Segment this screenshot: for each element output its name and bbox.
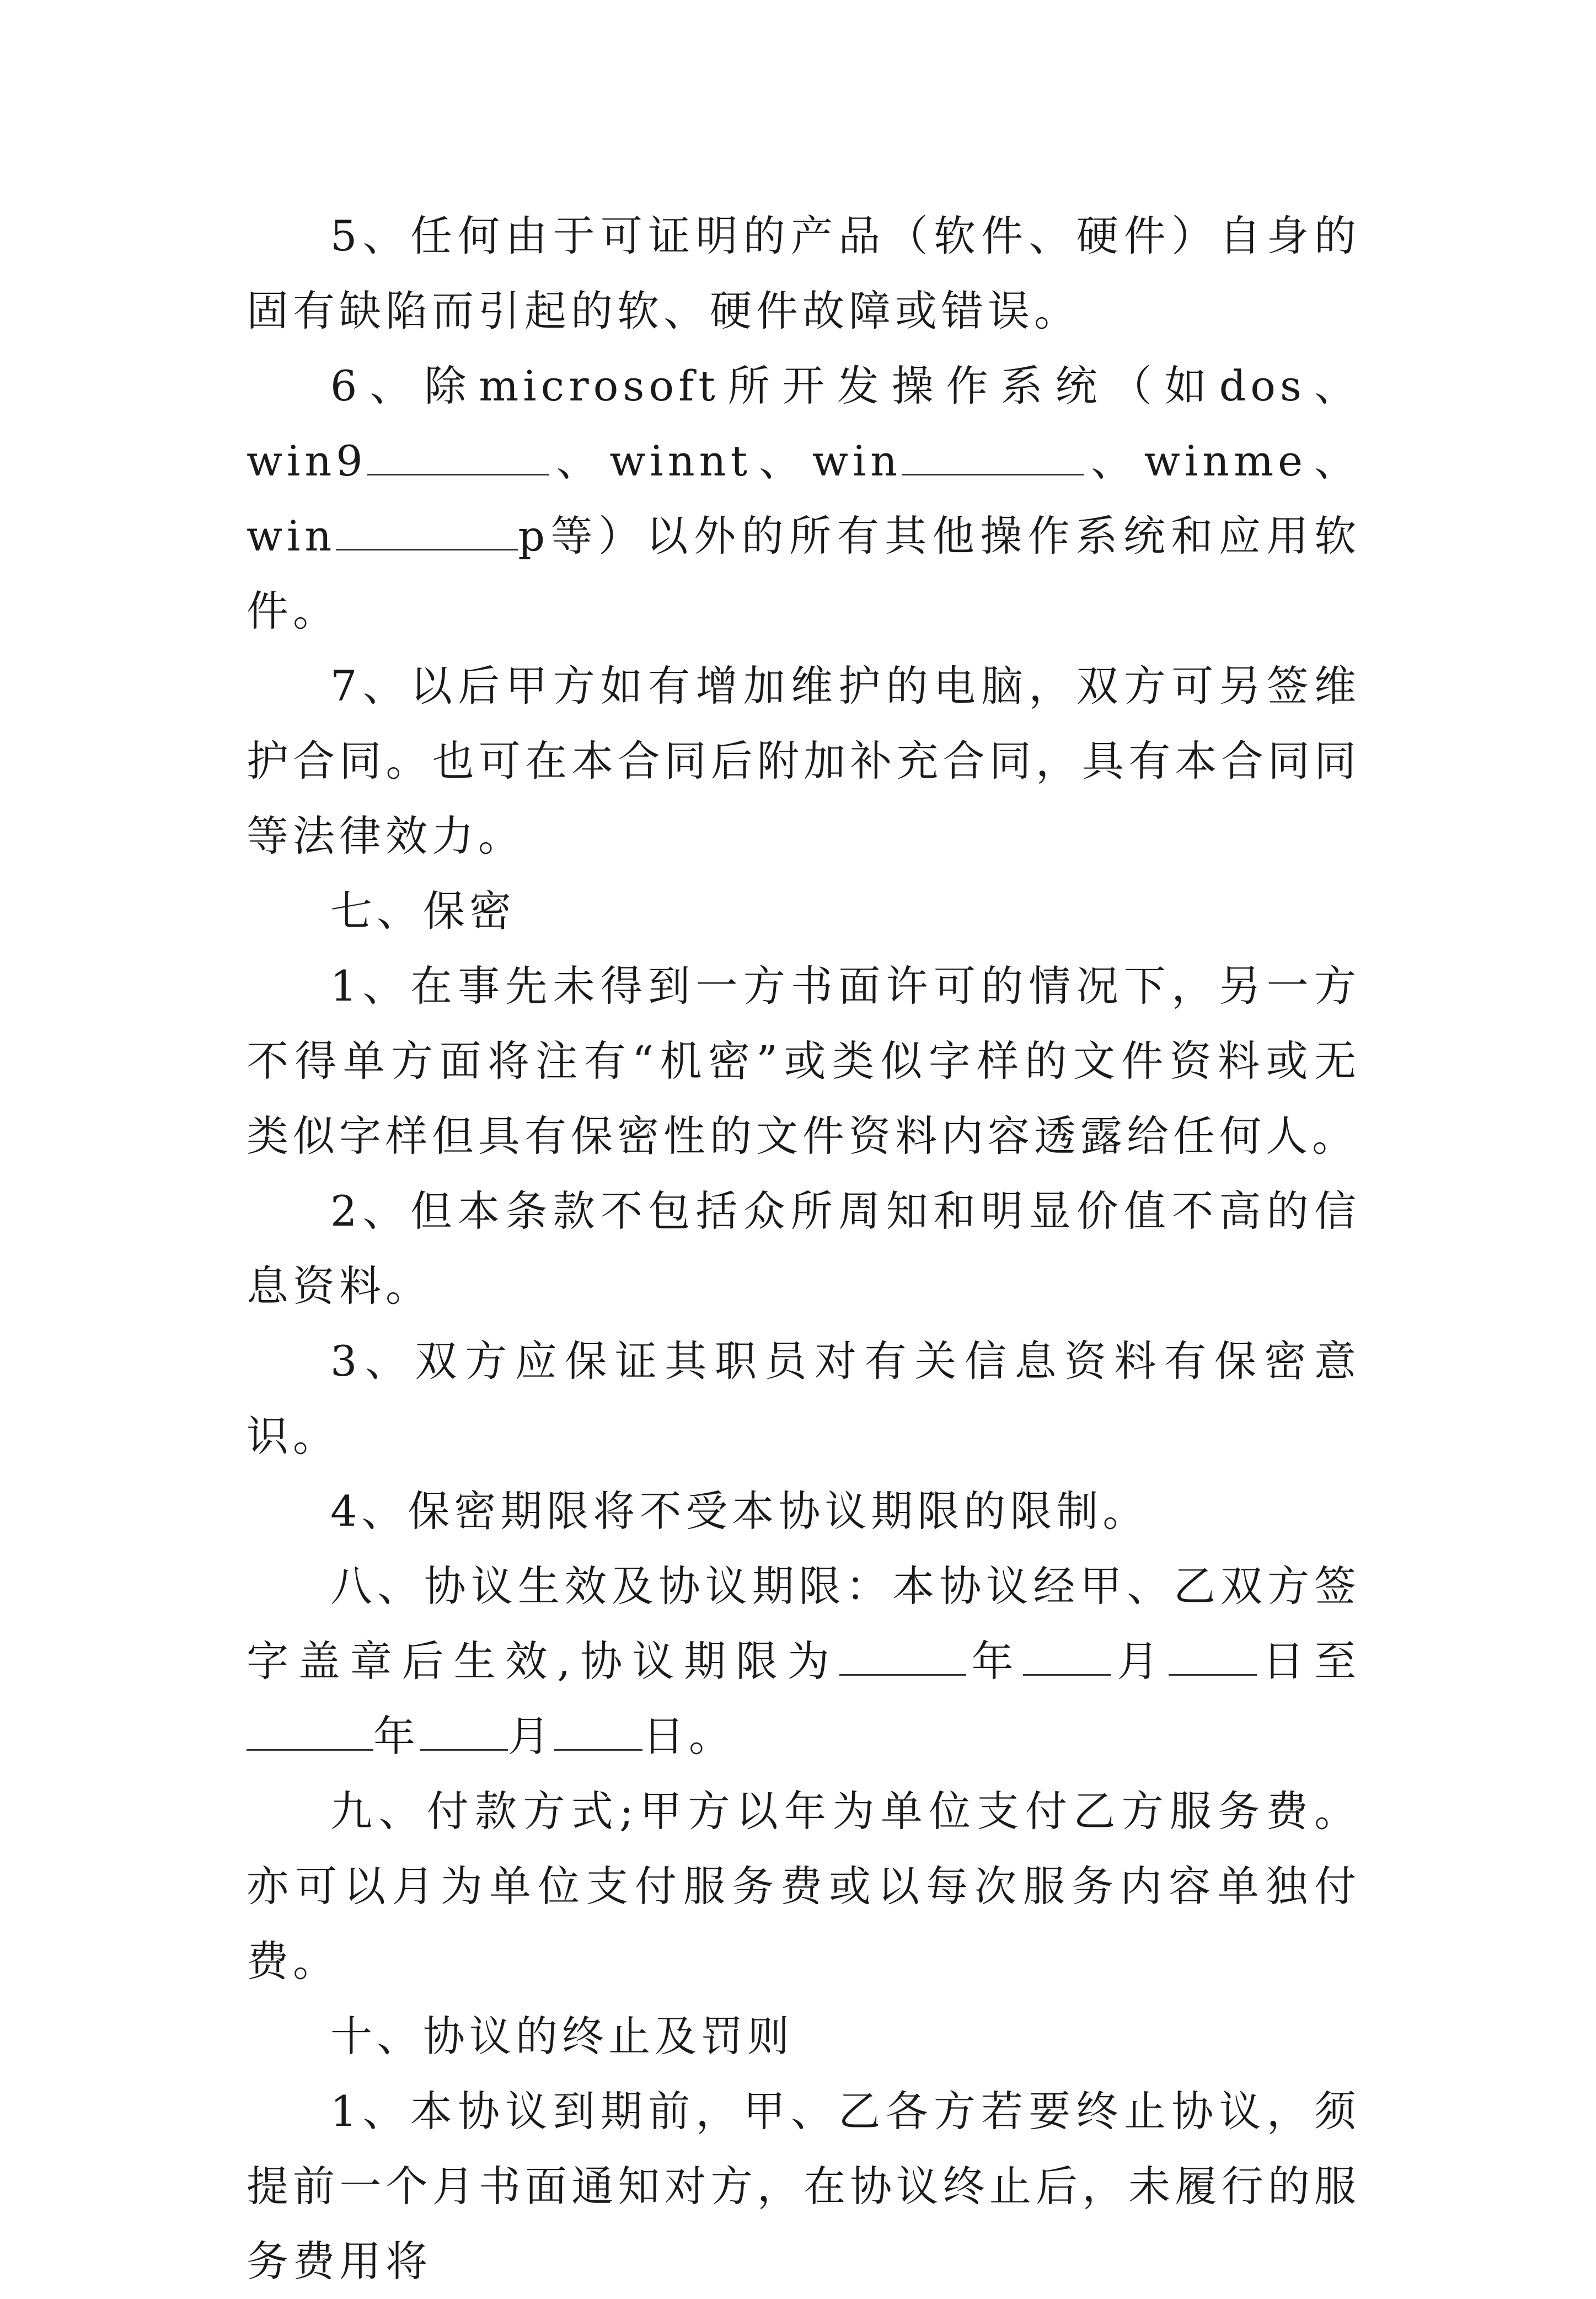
- fill-in-blank: [902, 442, 1084, 475]
- document-body: [247, 199, 1361, 2299]
- text-run: 日至: [1257, 1637, 1361, 1686]
- paragraph-clause-6: [247, 349, 1361, 649]
- paragraph-payment-method: 九、付款方式;甲方以年为单位支付乙方服务费。亦可以月为单位支付服务费或以每次服务内容单独付费。: [247, 1787, 1361, 1986]
- paragraph-confidentiality-2: 2、但本条款不包括众所周知和明显价值不高的信息资料。: [247, 1186, 1361, 1311]
- text-run: 月: [508, 1712, 554, 1761]
- text-run: 、winme、win: [247, 436, 1361, 560]
- text-run: 年: [966, 1637, 1024, 1686]
- paragraph-clause-7: 7、以后甲方如有增加维护的电脑，双方可另签维护合同。也可在本合同后附加补充合同，具有本合同同等法律效力。: [247, 661, 1361, 860]
- fill-in-blank: [420, 1717, 508, 1751]
- text-run: p等）以外的所有其他操作系统和应用软件。: [247, 511, 1361, 635]
- paragraph-term-and-effect: [247, 1549, 1361, 1774]
- section-heading-confidentiality: 七、保密: [330, 886, 516, 935]
- fill-in-blank: [1169, 1642, 1257, 1676]
- paragraph-termination-1: 1、本协议到期前，甲、乙各方若要终止协议，须提前一个月书面通知对方，在协议终止后，未履行的服务费用将: [247, 2087, 1361, 2286]
- fill-in-blank: [839, 1642, 966, 1676]
- text-run: 6、除microsoft所开发操作系统（如dos、win9: [247, 361, 1361, 485]
- text-run: 八、协议生效及协议期限：本协议经甲、乙双方签字盖章后生效,协议期限为: [247, 1562, 1361, 1686]
- paragraph-confidentiality-3: 3、双方应保证其职员对有关信息资料有保密意识。: [247, 1336, 1361, 1461]
- section-heading-termination: 十、协议的终止及罚则: [330, 2012, 794, 2061]
- fill-in-blank: [367, 442, 549, 475]
- text-run: 年: [373, 1712, 420, 1761]
- paragraph-clause-5: 5、任何由于可证明的产品（软件、硬件）自身的固有缺陷而引起的软、硬件故障或错误。: [247, 211, 1361, 335]
- text-run: 、winnt、win: [549, 436, 902, 485]
- paragraph-confidentiality-1: 1、在事先未得到一方书面许可的情况下，另一方不得单方面将注有“机密”或类似字样的文件资料或无类似字样但具有保密性的文件资料内容透露给任何人。: [247, 961, 1361, 1161]
- text-run: 日。: [642, 1712, 735, 1761]
- paragraph-confidentiality-4: 4、保密期限将不受本协议期限的限制。: [330, 1487, 1149, 1536]
- text-run: 月: [1111, 1637, 1169, 1686]
- fill-in-blank: [247, 1717, 373, 1751]
- fill-in-blank: [1023, 1642, 1111, 1676]
- fill-in-blank: [336, 517, 518, 550]
- fill-in-blank: [554, 1717, 642, 1751]
